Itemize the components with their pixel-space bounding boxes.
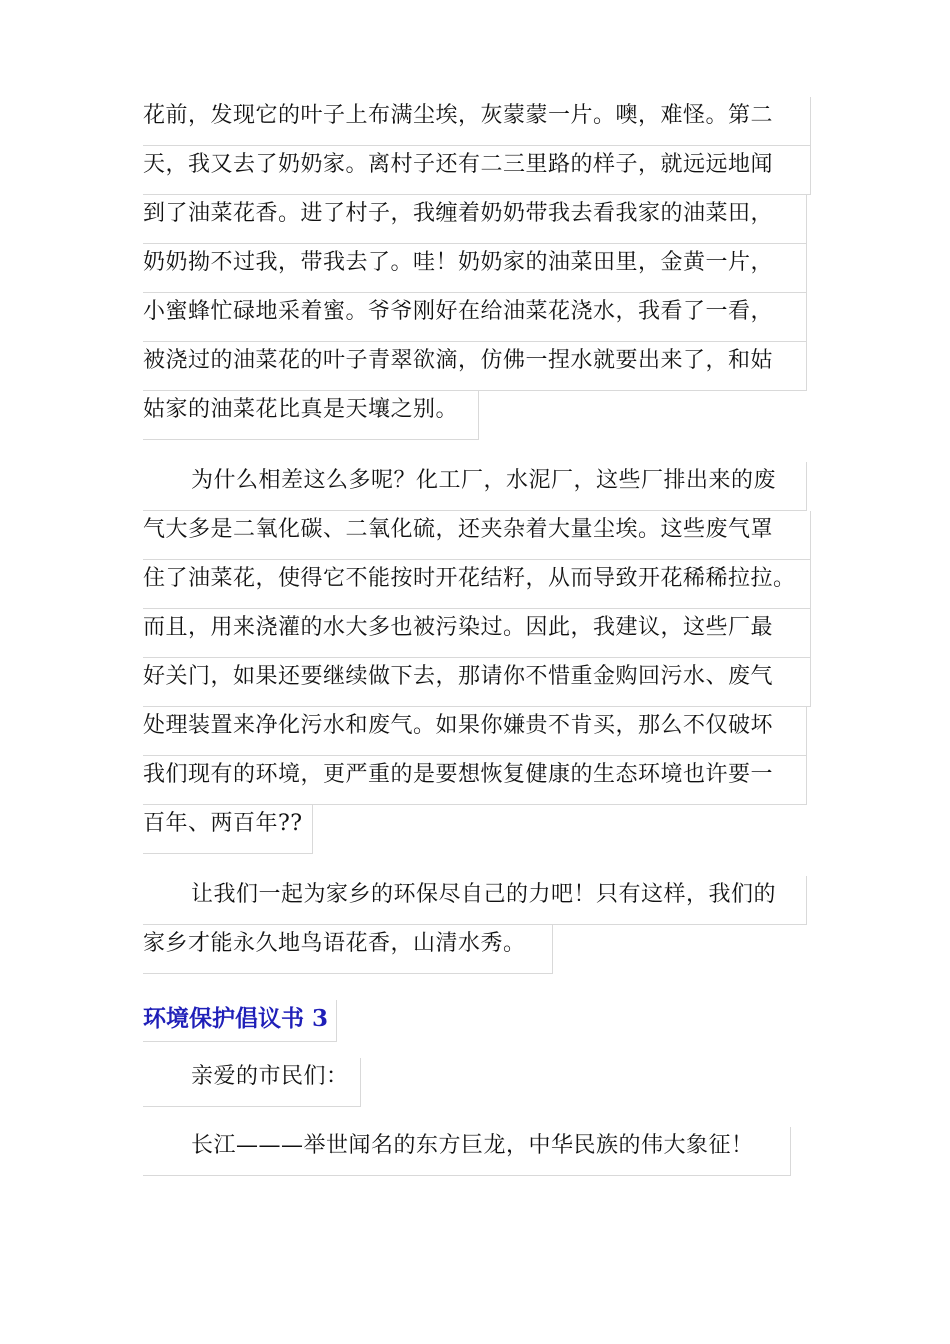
paragraph-yangtze xyxy=(143,1127,823,1176)
text-line: 家乡才能永久地鸟语花香，山清水秀。 xyxy=(143,925,553,974)
greeting-line: 亲爱的市民们： xyxy=(143,1058,361,1107)
text-line: 而且，用来浇灌的水大多也被污染过。因此，我建议，这些厂最 xyxy=(143,609,811,658)
paragraph-call-to-action xyxy=(143,876,823,974)
section-heading: 环境保护倡议书 3 xyxy=(143,1000,337,1042)
text-line: 为什么相差这么多呢？化工厂，水泥厂，这些厂排出来的废 xyxy=(143,462,807,511)
text-line: 被浇过的油菜花的叶子青翠欲滴，仿佛一捏水就要出来了，和姑 xyxy=(143,342,807,391)
text-line: 长江———举世闻名的东方巨龙，中华民族的伟大象征！ xyxy=(143,1127,791,1176)
text-line: 天，我又去了奶奶家。离村子还有二三里路的样子，就远远地闻 xyxy=(143,146,811,195)
text-line: 姑家的油菜花比真是天壤之别。 xyxy=(143,391,479,440)
paragraph-pollution-causes xyxy=(143,462,823,854)
text-line: 好关门，如果还要继续做下去，那请你不惜重金购回污水、废气 xyxy=(143,658,811,707)
paragraph-dust-and-fields xyxy=(143,97,823,440)
text-line: 小蜜蜂忙碌地采着蜜。爷爷刚好在给油菜花浇水，我看了一看， xyxy=(143,293,807,342)
text-line: 我们现有的环境，更严重的是要想恢复健康的生态环境也许要一 xyxy=(143,756,807,805)
text-line: 让我们一起为家乡的环保尽自己的力吧！只有这样，我们的 xyxy=(143,876,807,925)
text-line: 气大多是二氧化碳、二氧化硫，还夹杂着大量尘埃。这些废气罩 xyxy=(143,511,811,560)
text-line: 到了油菜花香。进了村子，我缠着奶奶带我去看我家的油菜田， xyxy=(143,195,807,244)
text-line: 花前，发现它的叶子上布满尘埃，灰蒙蒙一片。噢，难怪。第二 xyxy=(143,97,811,146)
text-line: 住了油菜花，使得它不能按时开花结籽，从而导致开花稀稀拉拉。 xyxy=(143,560,811,609)
text-line: 处理装置来净化污水和废气。如果你嫌贵不肯买，那么不仅破坏 xyxy=(143,707,807,756)
text-line: 奶奶拗不过我，带我去了。哇！奶奶家的油菜田里，金黄一片， xyxy=(143,244,807,293)
paragraph-greeting xyxy=(143,1058,823,1107)
text-line: 百年、两百年?? xyxy=(143,805,313,854)
